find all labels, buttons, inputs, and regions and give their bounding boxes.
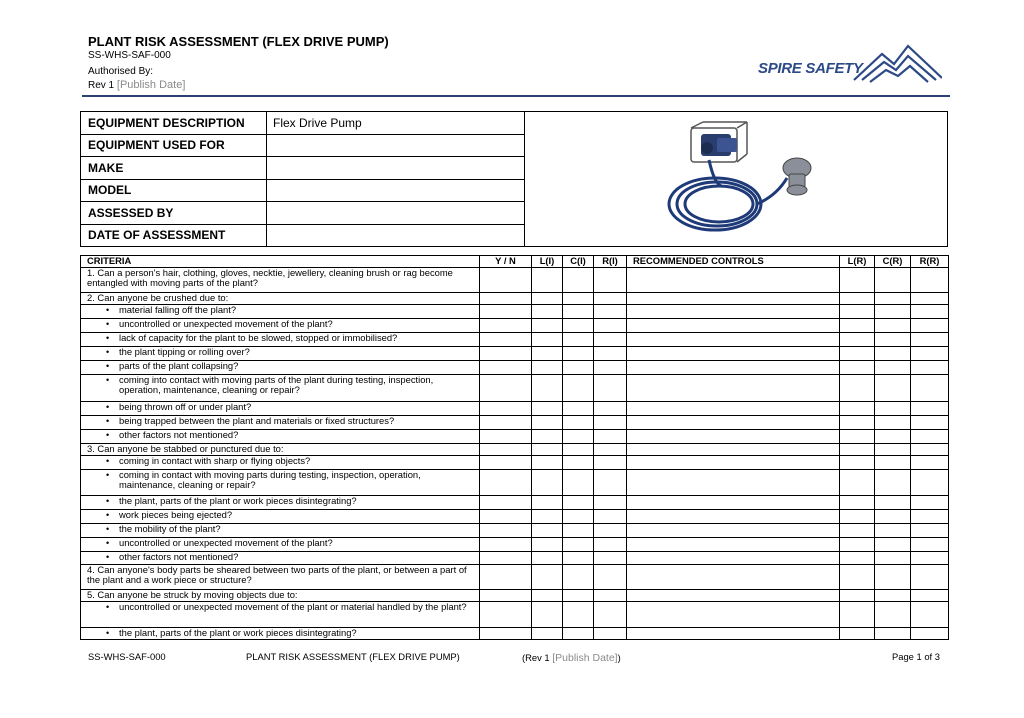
- rating-cell[interactable]: [532, 402, 563, 416]
- info-label: DATE OF ASSESSMENT: [81, 224, 267, 247]
- controls-cell[interactable]: [627, 496, 840, 510]
- table-row: [81, 470, 949, 496]
- rating-cell[interactable]: [840, 552, 875, 565]
- rating-cell[interactable]: [911, 552, 949, 565]
- rating-cell[interactable]: [840, 293, 875, 305]
- rating-cell[interactable]: [532, 456, 563, 470]
- controls-cell[interactable]: [627, 293, 840, 305]
- table-row: [81, 565, 949, 590]
- rating-cell[interactable]: [594, 496, 627, 510]
- rating-cell[interactable]: [532, 510, 563, 524]
- controls-cell[interactable]: [627, 470, 840, 496]
- rating-cell[interactable]: [911, 538, 949, 552]
- yn-cell[interactable]: [480, 444, 532, 456]
- footer-rev-label: (Rev 1: [522, 652, 550, 663]
- rating-cell[interactable]: [563, 430, 594, 444]
- logo-text: SPIRE SAFETY: [758, 60, 863, 77]
- rating-cell[interactable]: [875, 268, 911, 293]
- rating-cell[interactable]: [875, 416, 911, 430]
- footer-code: SS-WHS-SAF-000: [88, 651, 166, 662]
- controls-cell[interactable]: [627, 538, 840, 552]
- table-row: [81, 402, 949, 416]
- authorised-by: Authorised By:: [88, 66, 154, 77]
- rating-cell[interactable]: [594, 347, 627, 361]
- info-value[interactable]: [267, 157, 524, 179]
- table-row: [81, 552, 949, 565]
- rating-cell[interactable]: [532, 416, 563, 430]
- info-value[interactable]: [267, 134, 524, 156]
- rating-cell[interactable]: [563, 456, 594, 470]
- rating-cell[interactable]: [563, 293, 594, 305]
- rating-cell[interactable]: [563, 524, 594, 538]
- yn-cell[interactable]: [480, 524, 532, 538]
- rating-cell[interactable]: [840, 628, 875, 640]
- controls-cell[interactable]: [627, 628, 840, 640]
- rating-cell[interactable]: [563, 602, 594, 628]
- info-label: EQUIPMENT DESCRIPTION: [81, 112, 267, 134]
- rating-cell[interactable]: [840, 496, 875, 510]
- controls-cell[interactable]: [627, 416, 840, 430]
- table-row: [81, 430, 949, 444]
- controls-cell[interactable]: [627, 319, 840, 333]
- rating-cell[interactable]: [840, 524, 875, 538]
- rating-cell[interactable]: [911, 293, 949, 305]
- criteria-table: [80, 255, 949, 640]
- info-label: EQUIPMENT USED FOR: [81, 134, 267, 156]
- rating-cell[interactable]: [875, 347, 911, 361]
- rating-cell[interactable]: [840, 361, 875, 375]
- rating-cell[interactable]: [532, 552, 563, 565]
- yn-cell[interactable]: [480, 361, 532, 375]
- rating-cell[interactable]: [563, 510, 594, 524]
- rating-cell[interactable]: [563, 565, 594, 590]
- yn-cell[interactable]: [480, 602, 532, 628]
- yn-cell[interactable]: [480, 347, 532, 361]
- rating-cell[interactable]: [840, 590, 875, 602]
- yn-header: Y / N: [480, 256, 532, 268]
- rating-cell[interactable]: [840, 470, 875, 496]
- rating-cell[interactable]: [840, 347, 875, 361]
- criteria-cell: • the plant tipping or rolling over?: [81, 347, 480, 361]
- rating-cell[interactable]: [875, 430, 911, 444]
- table-row: [81, 538, 949, 552]
- controls-cell[interactable]: [627, 333, 840, 347]
- consequence-residual-header: C(R): [875, 256, 911, 268]
- criteria-cell: • material falling off the plant?: [81, 305, 480, 319]
- rating-cell[interactable]: [594, 375, 627, 402]
- table-row: [81, 628, 949, 640]
- rating-cell[interactable]: [594, 430, 627, 444]
- rating-cell[interactable]: [911, 375, 949, 402]
- yn-cell[interactable]: [480, 268, 532, 293]
- rating-cell[interactable]: [594, 416, 627, 430]
- rating-cell[interactable]: [875, 444, 911, 456]
- recommended-controls-header: RECOMMENDED CONTROLS: [627, 256, 840, 268]
- rating-cell[interactable]: [911, 402, 949, 416]
- footer-revision: [522, 652, 621, 664]
- rating-cell[interactable]: [911, 319, 949, 333]
- rating-cell[interactable]: [532, 361, 563, 375]
- rating-cell[interactable]: [875, 590, 911, 602]
- rating-cell[interactable]: [875, 538, 911, 552]
- rating-cell[interactable]: [875, 375, 911, 402]
- rating-cell[interactable]: [594, 510, 627, 524]
- controls-cell[interactable]: [627, 402, 840, 416]
- yn-cell[interactable]: [480, 293, 532, 305]
- rating-cell[interactable]: [563, 375, 594, 402]
- consequence-initial-header: C(I): [563, 256, 594, 268]
- controls-cell[interactable]: [627, 524, 840, 538]
- rating-cell[interactable]: [875, 470, 911, 496]
- criteria-cell: 5. Can anyone be struck by moving objects due to:: [81, 590, 480, 602]
- controls-cell[interactable]: [627, 444, 840, 456]
- equipment-info-table: [80, 111, 948, 247]
- yn-cell[interactable]: [480, 416, 532, 430]
- footer-rev-close: ): [617, 652, 621, 663]
- rating-cell[interactable]: [911, 268, 949, 293]
- yn-cell[interactable]: [480, 375, 532, 402]
- rating-cell[interactable]: [532, 496, 563, 510]
- rating-cell[interactable]: [532, 524, 563, 538]
- yn-cell[interactable]: [480, 590, 532, 602]
- rating-cell[interactable]: [563, 416, 594, 430]
- criteria-cell: • the mobility of the plant?: [81, 524, 480, 538]
- info-value[interactable]: [267, 224, 524, 247]
- rating-cell[interactable]: [911, 565, 949, 590]
- yn-cell[interactable]: [480, 319, 532, 333]
- rating-cell[interactable]: [840, 375, 875, 402]
- criteria-cell: • the plant, parts of the plant or work pieces disintegrating?: [81, 496, 480, 510]
- controls-cell[interactable]: [627, 268, 840, 293]
- rating-cell[interactable]: [594, 552, 627, 565]
- rating-cell[interactable]: [911, 347, 949, 361]
- rating-cell[interactable]: [911, 470, 949, 496]
- rating-cell[interactable]: [594, 602, 627, 628]
- rating-cell[interactable]: [911, 628, 949, 640]
- document-code: SS-WHS-SAF-000: [88, 50, 171, 61]
- criteria-cell: • being thrown off or under plant?: [81, 402, 480, 416]
- yn-cell[interactable]: [480, 430, 532, 444]
- flex-drive-pump-image: [661, 118, 821, 242]
- rating-cell[interactable]: [532, 333, 563, 347]
- rating-cell[interactable]: [563, 333, 594, 347]
- rating-cell[interactable]: [532, 602, 563, 628]
- rating-cell[interactable]: [532, 375, 563, 402]
- table-row: [81, 416, 949, 430]
- table-row: [81, 333, 949, 347]
- rating-cell[interactable]: [563, 347, 594, 361]
- table-row: [81, 456, 949, 470]
- table-row: [81, 510, 949, 524]
- rating-cell[interactable]: [532, 470, 563, 496]
- table-row: [81, 347, 949, 361]
- table-header-row: [81, 256, 949, 268]
- criteria-cell: • uncontrolled or unexpected movement of the plant?: [81, 538, 480, 552]
- rating-cell[interactable]: [911, 510, 949, 524]
- likelihood-initial-header: L(I): [532, 256, 563, 268]
- page-number: Page 1 of 3: [892, 651, 940, 662]
- controls-cell[interactable]: [627, 510, 840, 524]
- rating-cell[interactable]: [594, 538, 627, 552]
- rating-cell[interactable]: [875, 319, 911, 333]
- rating-cell[interactable]: [532, 538, 563, 552]
- rating-cell[interactable]: [875, 552, 911, 565]
- criteria-cell: 2. Can anyone be crushed due to:: [81, 293, 480, 305]
- info-label: MODEL: [81, 179, 267, 201]
- yn-cell[interactable]: [480, 565, 532, 590]
- yn-cell[interactable]: [480, 402, 532, 416]
- header-rule: [82, 95, 950, 97]
- criteria-header: CRITERIA: [81, 256, 480, 268]
- yn-cell[interactable]: [480, 628, 532, 640]
- table-row: [81, 268, 949, 293]
- rating-cell[interactable]: [594, 402, 627, 416]
- rating-cell[interactable]: [911, 416, 949, 430]
- info-value[interactable]: Flex Drive Pump: [273, 116, 362, 130]
- info-row: [81, 157, 524, 180]
- rating-cell[interactable]: [875, 510, 911, 524]
- rating-cell[interactable]: [875, 628, 911, 640]
- controls-cell[interactable]: [627, 456, 840, 470]
- criteria-cell: • coming into contact with moving parts of the plant during testing, inspection, operation, maintenance, cleaning or repair?: [81, 375, 480, 402]
- info-row: [81, 202, 524, 225]
- rating-cell[interactable]: [875, 496, 911, 510]
- risk-residual-header: R(R): [911, 256, 949, 268]
- footer-publish-date: [Publish Date]: [552, 652, 618, 664]
- rating-cell[interactable]: [840, 268, 875, 293]
- info-label: MAKE: [81, 157, 267, 179]
- table-row: [81, 305, 949, 319]
- rating-cell[interactable]: [875, 293, 911, 305]
- controls-cell[interactable]: [627, 552, 840, 565]
- rating-cell[interactable]: [840, 602, 875, 628]
- rating-cell[interactable]: [532, 628, 563, 640]
- rating-cell[interactable]: [840, 402, 875, 416]
- rating-cell[interactable]: [911, 333, 949, 347]
- yn-cell[interactable]: [480, 305, 532, 319]
- criteria-cell: • other factors not mentioned?: [81, 552, 480, 565]
- yn-cell[interactable]: [480, 456, 532, 470]
- spire-safety-logo: [758, 40, 942, 86]
- rating-cell[interactable]: [840, 538, 875, 552]
- table-row: [81, 524, 949, 538]
- footer-title: PLANT RISK ASSESSMENT (FLEX DRIVE PUMP): [246, 651, 460, 662]
- rating-cell[interactable]: [563, 402, 594, 416]
- rating-cell[interactable]: [594, 268, 627, 293]
- rating-cell[interactable]: [594, 333, 627, 347]
- info-divider: [524, 112, 525, 246]
- criteria-cell: 3. Can anyone be stabbed or punctured due to:: [81, 444, 480, 456]
- rating-cell[interactable]: [563, 590, 594, 602]
- yn-cell[interactable]: [480, 470, 532, 496]
- criteria-cell: 4. Can anyone's body parts be sheared between two parts of the plant, or between a part of the plant and a work piece or structure?: [81, 565, 480, 590]
- info-value[interactable]: [267, 202, 524, 224]
- rating-cell[interactable]: [840, 305, 875, 319]
- controls-cell[interactable]: [627, 590, 840, 602]
- rating-cell[interactable]: [563, 538, 594, 552]
- rating-cell[interactable]: [840, 456, 875, 470]
- rating-cell[interactable]: [875, 524, 911, 538]
- rating-cell[interactable]: [911, 602, 949, 628]
- rating-cell[interactable]: [840, 319, 875, 333]
- rating-cell[interactable]: [532, 430, 563, 444]
- rating-cell[interactable]: [563, 470, 594, 496]
- yn-cell[interactable]: [480, 552, 532, 565]
- criteria-cell: • other factors not mentioned?: [81, 430, 480, 444]
- rating-cell[interactable]: [875, 333, 911, 347]
- rating-cell[interactable]: [875, 305, 911, 319]
- criteria-cell: 1. Can a person's hair, clothing, gloves, necktie, jewellery, cleaning brush or rag become entangled with moving parts of the plant?: [81, 268, 480, 293]
- criteria-cell: • work pieces being ejected?: [81, 510, 480, 524]
- risk-initial-header: R(I): [594, 256, 627, 268]
- rating-cell[interactable]: [563, 444, 594, 456]
- controls-cell[interactable]: [627, 430, 840, 444]
- rating-cell[interactable]: [875, 402, 911, 416]
- rating-cell[interactable]: [532, 293, 563, 305]
- rating-cell[interactable]: [840, 565, 875, 590]
- yn-cell[interactable]: [480, 510, 532, 524]
- rating-cell[interactable]: [594, 628, 627, 640]
- table-row: [81, 361, 949, 375]
- info-row: [81, 179, 524, 202]
- rating-cell[interactable]: [911, 305, 949, 319]
- rating-cell[interactable]: [840, 430, 875, 444]
- rating-cell[interactable]: [911, 590, 949, 602]
- rating-cell[interactable]: [532, 444, 563, 456]
- rating-cell[interactable]: [875, 361, 911, 375]
- controls-cell[interactable]: [627, 305, 840, 319]
- rating-cell[interactable]: [840, 416, 875, 430]
- criteria-cell: • the plant, parts of the plant or work pieces disintegrating?: [81, 628, 480, 640]
- rating-cell[interactable]: [911, 430, 949, 444]
- revision-line: [88, 79, 185, 91]
- criteria-cell: • being trapped between the plant and materials or fixed structures?: [81, 416, 480, 430]
- rating-cell[interactable]: [594, 319, 627, 333]
- document-title: PLANT RISK ASSESSMENT (FLEX DRIVE PUMP): [88, 34, 389, 49]
- rating-cell[interactable]: [911, 496, 949, 510]
- rating-cell[interactable]: [532, 565, 563, 590]
- rating-cell[interactable]: [875, 602, 911, 628]
- table-row: [81, 590, 949, 602]
- rating-cell[interactable]: [563, 268, 594, 293]
- rating-cell[interactable]: [594, 524, 627, 538]
- rating-cell[interactable]: [840, 333, 875, 347]
- controls-cell[interactable]: [627, 602, 840, 628]
- yn-cell[interactable]: [480, 333, 532, 347]
- table-row: [81, 496, 949, 510]
- table-row: [81, 319, 949, 333]
- rating-cell[interactable]: [594, 293, 627, 305]
- rating-cell[interactable]: [563, 496, 594, 510]
- rating-cell[interactable]: [532, 319, 563, 333]
- rating-cell[interactable]: [594, 361, 627, 375]
- rating-cell[interactable]: [875, 456, 911, 470]
- criteria-cell: • coming in contact with moving parts during testing, inspection, operation, maintenance, cleaning or repair?: [81, 470, 480, 496]
- controls-cell[interactable]: [627, 347, 840, 361]
- controls-cell[interactable]: [627, 375, 840, 402]
- rating-cell[interactable]: [594, 470, 627, 496]
- rating-cell[interactable]: [911, 524, 949, 538]
- rating-cell[interactable]: [840, 444, 875, 456]
- info-label: ASSESSED BY: [81, 202, 267, 224]
- publish-date: [Publish Date]: [116, 79, 186, 91]
- info-row: [81, 134, 524, 157]
- yn-cell[interactable]: [480, 496, 532, 510]
- criteria-cell: • coming in contact with sharp or flying objects?: [81, 456, 480, 470]
- controls-cell[interactable]: [627, 361, 840, 375]
- rating-cell[interactable]: [840, 510, 875, 524]
- rating-cell[interactable]: [532, 590, 563, 602]
- rating-cell[interactable]: [563, 319, 594, 333]
- rating-cell[interactable]: [911, 456, 949, 470]
- revision-label: Rev 1: [88, 80, 115, 91]
- rating-cell[interactable]: [532, 268, 563, 293]
- likelihood-residual-header: L(R): [840, 256, 875, 268]
- rating-cell[interactable]: [594, 565, 627, 590]
- rating-cell[interactable]: [563, 628, 594, 640]
- info-row: [81, 112, 524, 135]
- info-value[interactable]: [267, 179, 524, 201]
- rating-cell[interactable]: [563, 552, 594, 565]
- criteria-cell: • uncontrolled or unexpected movement of the plant?: [81, 319, 480, 333]
- table-row: [81, 375, 949, 402]
- rating-cell[interactable]: [911, 444, 949, 456]
- table-row: [81, 444, 949, 456]
- yn-cell[interactable]: [480, 538, 532, 552]
- rating-cell[interactable]: [594, 456, 627, 470]
- rating-cell[interactable]: [875, 565, 911, 590]
- rating-cell[interactable]: [532, 305, 563, 319]
- criteria-cell: • lack of capacity for the plant to be slowed, stopped or immobilised?: [81, 333, 480, 347]
- rating-cell[interactable]: [594, 444, 627, 456]
- rating-cell[interactable]: [563, 361, 594, 375]
- rating-cell[interactable]: [911, 361, 949, 375]
- rating-cell[interactable]: [594, 305, 627, 319]
- criteria-cell: • uncontrolled or unexpected movement of the plant or material handled by the plant?: [81, 602, 480, 628]
- rating-cell[interactable]: [563, 305, 594, 319]
- table-row: [81, 293, 949, 305]
- criteria-cell: • parts of the plant collapsing?: [81, 361, 480, 375]
- info-row: [81, 224, 524, 247]
- rating-cell[interactable]: [532, 347, 563, 361]
- rating-cell[interactable]: [594, 590, 627, 602]
- controls-cell[interactable]: [627, 565, 840, 590]
- mountain-logo-icon: [758, 40, 942, 86]
- table-row: [81, 602, 949, 628]
